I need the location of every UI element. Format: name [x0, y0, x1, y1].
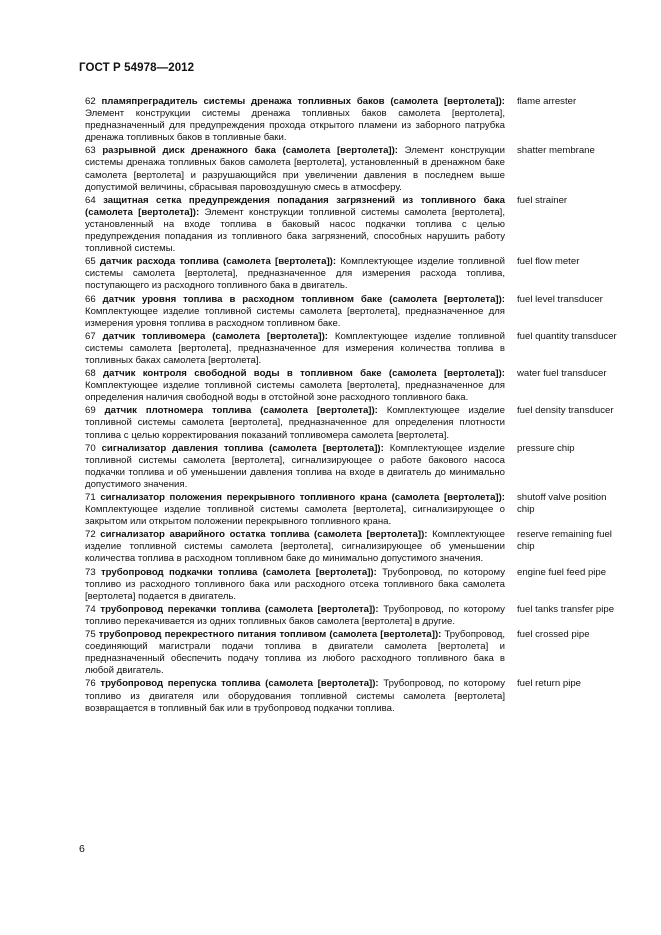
- term-definition: Элемент конструкции системы дренажа топливных баков самолета [вертолета], предназначенный для предупреждения прохода открытого пламени из заборного патрубка дренажа топливных баков в топливные баки.: [85, 108, 505, 144]
- term-text: [85, 629, 505, 677]
- term-definition: Комплектующее изделие топливной системы самолета [вертолета], сигнализирующее о закрытом или открытом положении перекрывного топливного крана.: [85, 504, 505, 528]
- term-number: 76: [85, 678, 96, 690]
- term-definition: Элемент конструкции топливной системы самолета [вертолета], установленный на входе топлива в баковый насос подкачки топлива с целью предупреждения попадания из топливного бака загрязнений, способных нарушить работу топливной системы.: [85, 206, 505, 255]
- term-entry: [85, 678, 625, 714]
- term-definition: Трубопровод, по которому топливо из расходного топливного бака или расходного отсека топливного бака самолета [вертолета] подается в двигатель.: [85, 566, 505, 602]
- term-text: [85, 604, 505, 628]
- term-definition: Комплектующее изделие топливной системы самолета [вертолета], сигнализирующее о работе бакового насоса подкачки топлива и об уменьшении давления топлива на входе в двигатель до минимально допустимого значения.: [85, 442, 505, 490]
- term-entry: [85, 145, 625, 193]
- term-number: 67: [85, 330, 96, 342]
- term-name: трубопровод перепуска топлива (самолета [вертолета]):: [100, 678, 379, 690]
- term-name: сигнализатор аварийного остатка топлива (самолета [вертолета]):: [100, 529, 428, 541]
- term-text: [85, 567, 505, 603]
- term-name: датчик контроля свободной воды в топливном баке (самолета [вертолета]):: [103, 368, 506, 380]
- term-number: 64: [85, 194, 96, 206]
- term-definition: Элемент конструкции системы дренажа топливных баков самолета [вертолета], установленный в дренажном баке самолета [вертолета] и разрушающийся при увеличении давления в последнем выше допустимой величины, сбрасывая паровоздушную смесь в атмосферу.: [85, 145, 505, 193]
- term-text: [85, 368, 505, 404]
- term-english: reserve remaining fuel chip: [517, 529, 612, 553]
- term-number: 73: [85, 566, 96, 578]
- term-entry: [85, 567, 625, 603]
- term-name: датчик уровня топлива в расходном топливном баке (самолета [вертолета]):: [102, 293, 506, 305]
- term-text: [85, 256, 505, 292]
- term-definition: Комплектующее изделие топливной системы самолета [вертолета], предназначенное для измерения расхода топлива, поступающего из расходного топливного бака в двигатель.: [85, 256, 506, 292]
- term-entry: [85, 331, 625, 367]
- term-name: сигнализатор давления топлива (самолета [вертолета]):: [101, 442, 384, 454]
- term-list: [85, 96, 625, 716]
- term-entry: [85, 294, 625, 330]
- term-name: сигнализатор положения перекрывного топливного крана (самолета [вертолета]):: [100, 492, 506, 503]
- term-number: 71: [85, 492, 96, 503]
- term-definition: Комплектующее изделие топливной системы самолета [вертолета], предназначенное для измерения уровня топлива в расходном топливном баке.: [85, 305, 505, 329]
- term-entry: [85, 368, 625, 404]
- term-number: 63: [85, 145, 96, 157]
- page-number: 6: [79, 843, 85, 855]
- term-english: water fuel transducer: [517, 368, 607, 380]
- term-number: 69: [85, 405, 96, 417]
- term-entry: [85, 405, 625, 441]
- term-number: 74: [85, 603, 96, 615]
- term-number: 65: [85, 256, 96, 268]
- term-name: трубопровод подкачки топлива (самолета [вертолета]):: [100, 566, 377, 578]
- term-name: пламяпреградитель системы дренажа топливных баков (самолета [вертолета]):: [101, 96, 505, 107]
- term-definition: Комплектующее изделие топливной системы самолета [вертолета], сигнализирующее об уменьшении количества топлива в расходном топливном баке до минимально допустимого значения.: [85, 529, 505, 565]
- term-english: fuel density transducer: [517, 405, 614, 417]
- term-name: датчик плотномера топлива (самолета [вертолета]):: [104, 405, 378, 417]
- term-name: трубопровод перекрестного питания топливом (самолета [вертолета]):: [98, 629, 442, 641]
- term-text: [85, 443, 505, 491]
- term-text: [85, 145, 505, 193]
- term-entry: [85, 256, 625, 292]
- term-name: разрывной диск дренажного бака (самолета [вертолета]):: [102, 145, 399, 157]
- term-text: [85, 529, 505, 565]
- term-entry: [85, 529, 625, 565]
- term-entry: [85, 492, 625, 528]
- term-number: 62: [85, 96, 96, 107]
- term-english: fuel tanks transfer pipe: [517, 603, 615, 615]
- term-text: [85, 405, 505, 441]
- term-name: защитная сетка предупреждения попадания загрязнений из топливного бака (самолета [вертолета]):: [85, 194, 506, 218]
- term-english: shatter membrane: [517, 145, 595, 157]
- term-text: [85, 492, 505, 528]
- term-number: 66: [85, 293, 96, 305]
- term-text: [85, 331, 505, 367]
- term-english: fuel level transducer: [517, 293, 603, 305]
- term-number: 72: [85, 529, 96, 541]
- term-text: [85, 96, 505, 144]
- term-number: 68: [85, 368, 96, 380]
- term-entry: [85, 629, 625, 677]
- term-entry: [85, 604, 625, 628]
- term-number: 70: [85, 442, 96, 454]
- term-entry: [85, 195, 625, 255]
- term-english: fuel return pipe: [517, 678, 581, 690]
- term-definition: Комплектующее изделие топливной системы самолета [вертолета], предназначенное для определения наличия свободной воды в отстойной зоне расходного топливного бака.: [85, 380, 505, 404]
- term-english: engine fuel feed pipe: [517, 566, 607, 578]
- term-text: [85, 195, 505, 255]
- term-definition: Трубопровод, соединяющий магистрали подачи топлива в двигатели самолета [вертолета] и предназначенный обеспечить подачу топлива из любого расходного топливного бака в любой двигатель.: [85, 629, 505, 677]
- term-name: трубопровод перекачки топлива (самолета [вертолета]):: [100, 603, 379, 615]
- term-entry: [85, 96, 625, 144]
- term-text: [85, 678, 505, 714]
- term-name: датчик топливомера (самолета [вертолета]):: [102, 330, 328, 342]
- term-entry: [85, 443, 625, 491]
- term-number: 75: [85, 629, 96, 641]
- term-english: fuel quantity transducer: [517, 330, 617, 342]
- term-definition: Трубопровод, по которому топливо из двигателя или оборудования топливной системы самолета [вертолета] возвращается в топливный бак или в трубопровод подкачки топлива.: [85, 678, 506, 714]
- term-definition: Комплектующее изделие топливной системы самолета [вертолета], предназначенное для определения плотности топлива с целью корректирования показаний топливомера самолета [вертолета].: [85, 405, 505, 441]
- document-header: ГОСТ Р 54978—2012: [79, 62, 195, 74]
- term-english: fuel flow meter: [517, 256, 580, 268]
- term-english: pressure chip: [517, 442, 575, 454]
- term-definition: Комплектующее изделие топливной системы самолета [вертолета], предназначенное для измерения количества топлива в топливных баках самолета [вертолета].: [85, 330, 505, 366]
- term-text: [85, 294, 505, 330]
- term-english: fuel strainer: [517, 194, 568, 206]
- term-definition: Трубопровод, по которому топливо перекачивается из одних топливных баков самолета [вертолета] в другие.: [85, 603, 505, 627]
- term-name: датчик расхода топлива (самолета [вертолета]):: [99, 256, 337, 268]
- term-english: flame arrester: [517, 96, 577, 107]
- term-english: shutoff valve position chip: [517, 492, 607, 516]
- term-english: fuel crossed pipe: [517, 629, 590, 641]
